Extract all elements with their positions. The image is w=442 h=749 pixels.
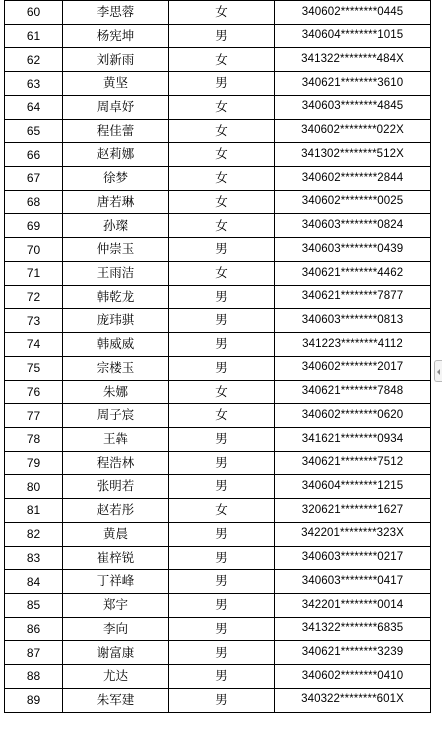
table-row xyxy=(5,1,431,25)
table-row xyxy=(5,25,431,49)
student-name: 尤达 xyxy=(63,665,169,688)
table-row xyxy=(5,475,431,499)
gender: 男 xyxy=(169,25,275,48)
student-name: 丁祥峰 xyxy=(63,570,169,593)
student-name: 周子宸 xyxy=(63,404,169,427)
student-name: 黄坚 xyxy=(63,72,169,95)
student-name: 孙璨 xyxy=(63,214,169,237)
student-name: 韩威威 xyxy=(63,333,169,356)
table-row xyxy=(5,72,431,96)
table-row xyxy=(5,333,431,357)
student-name: 赵若彤 xyxy=(63,499,169,522)
id-number: 340602********2017 xyxy=(275,357,431,380)
student-name: 朱军建 xyxy=(63,689,169,712)
student-name: 杨宪坤 xyxy=(63,25,169,48)
row-number: 80 xyxy=(5,475,63,498)
id-number: 340602********2844 xyxy=(275,167,431,190)
id-number: 341223********4112 xyxy=(275,333,431,356)
id-number: 340602********022X xyxy=(275,120,431,143)
table-row xyxy=(5,262,431,286)
table-row xyxy=(5,618,431,642)
gender: 男 xyxy=(169,72,275,95)
student-name: 李向 xyxy=(63,618,169,641)
gender: 男 xyxy=(169,309,275,332)
gender: 女 xyxy=(169,96,275,119)
id-number: 340603********4845 xyxy=(275,96,431,119)
id-number: 342201********323X xyxy=(275,523,431,546)
id-number: 341322********484X xyxy=(275,48,431,71)
id-number: 341322********6835 xyxy=(275,618,431,641)
gender: 男 xyxy=(169,689,275,712)
id-number: 340621********3610 xyxy=(275,72,431,95)
row-number: 71 xyxy=(5,262,63,285)
row-number: 88 xyxy=(5,665,63,688)
table-row xyxy=(5,48,431,72)
table-row xyxy=(5,381,431,405)
gender: 女 xyxy=(169,48,275,71)
id-number: 340621********7848 xyxy=(275,381,431,404)
gender: 男 xyxy=(169,286,275,309)
table-row xyxy=(5,428,431,452)
id-number: 340603********0824 xyxy=(275,214,431,237)
row-number: 67 xyxy=(5,167,63,190)
student-name: 庞玮骐 xyxy=(63,309,169,332)
table-row xyxy=(5,452,431,476)
id-number: 340621********7512 xyxy=(275,452,431,475)
gender: 女 xyxy=(169,120,275,143)
gender: 男 xyxy=(169,238,275,261)
gender: 男 xyxy=(169,570,275,593)
student-name: 仲崇玉 xyxy=(63,238,169,261)
row-number: 82 xyxy=(5,523,63,546)
gender: 男 xyxy=(169,665,275,688)
gender: 女 xyxy=(169,143,275,166)
student-name: 李思蓉 xyxy=(63,1,169,24)
table-row xyxy=(5,309,431,333)
table-row xyxy=(5,689,431,713)
gender: 女 xyxy=(169,1,275,24)
row-number: 83 xyxy=(5,547,63,570)
id-number: 340322********601X xyxy=(275,689,431,712)
student-name: 王犇 xyxy=(63,428,169,451)
student-name: 刘新雨 xyxy=(63,48,169,71)
table-row xyxy=(5,665,431,689)
row-number: 85 xyxy=(5,594,63,617)
row-number: 63 xyxy=(5,72,63,95)
table-row xyxy=(5,547,431,571)
gender: 女 xyxy=(169,404,275,427)
row-number: 87 xyxy=(5,641,63,664)
student-name: 赵莉娜 xyxy=(63,143,169,166)
row-number: 79 xyxy=(5,452,63,475)
row-number: 69 xyxy=(5,214,63,237)
student-name: 王雨洁 xyxy=(63,262,169,285)
row-number: 76 xyxy=(5,381,63,404)
row-number: 70 xyxy=(5,238,63,261)
gender: 男 xyxy=(169,594,275,617)
gender: 男 xyxy=(169,357,275,380)
row-number: 68 xyxy=(5,191,63,214)
table-row xyxy=(5,357,431,381)
gender: 男 xyxy=(169,641,275,664)
table-row xyxy=(5,143,431,167)
student-name: 崔梓锐 xyxy=(63,547,169,570)
id-number: 342201********0014 xyxy=(275,594,431,617)
row-number: 77 xyxy=(5,404,63,427)
student-name: 韩乾龙 xyxy=(63,286,169,309)
row-number: 66 xyxy=(5,143,63,166)
row-number: 60 xyxy=(5,1,63,24)
table-row xyxy=(5,286,431,310)
student-name: 谢富康 xyxy=(63,641,169,664)
table-row xyxy=(5,167,431,191)
gender: 男 xyxy=(169,475,275,498)
row-number: 75 xyxy=(5,357,63,380)
id-number: 340602********0445 xyxy=(275,1,431,24)
table-row xyxy=(5,238,431,262)
row-number: 64 xyxy=(5,96,63,119)
table-row xyxy=(5,404,431,428)
gender: 女 xyxy=(169,214,275,237)
gender: 男 xyxy=(169,523,275,546)
table-row xyxy=(5,214,431,238)
row-number: 86 xyxy=(5,618,63,641)
row-number: 61 xyxy=(5,25,63,48)
student-name: 周卓妤 xyxy=(63,96,169,119)
id-number: 340621********4462 xyxy=(275,262,431,285)
student-name: 黄晨 xyxy=(63,523,169,546)
student-name: 程浩林 xyxy=(63,452,169,475)
id-number: 340621********3239 xyxy=(275,641,431,664)
student-name: 唐若琳 xyxy=(63,191,169,214)
gender: 女 xyxy=(169,191,275,214)
id-number: 320621********1627 xyxy=(275,499,431,522)
gender: 女 xyxy=(169,381,275,404)
table-row xyxy=(5,570,431,594)
gender: 女 xyxy=(169,262,275,285)
id-number: 340602********0410 xyxy=(275,665,431,688)
id-number: 340604********1015 xyxy=(275,25,431,48)
id-number: 340603********0813 xyxy=(275,309,431,332)
student-name: 张明若 xyxy=(63,475,169,498)
student-name: 程佳蕾 xyxy=(63,120,169,143)
row-number: 65 xyxy=(5,120,63,143)
id-number: 340602********0620 xyxy=(275,404,431,427)
gender: 男 xyxy=(169,333,275,356)
row-number: 84 xyxy=(5,570,63,593)
student-name: 徐梦 xyxy=(63,167,169,190)
student-name: 宗楼玉 xyxy=(63,357,169,380)
row-number: 62 xyxy=(5,48,63,71)
gender: 男 xyxy=(169,547,275,570)
row-number: 74 xyxy=(5,333,63,356)
student-name: 朱娜 xyxy=(63,381,169,404)
table-row xyxy=(5,594,431,618)
row-number: 73 xyxy=(5,309,63,332)
student-name: 郑宇 xyxy=(63,594,169,617)
table-row xyxy=(5,120,431,144)
id-number: 341302********512X xyxy=(275,143,431,166)
id-number: 340603********0217 xyxy=(275,547,431,570)
side-scroll-handle[interactable] xyxy=(434,360,442,382)
gender: 女 xyxy=(169,499,275,522)
row-number: 81 xyxy=(5,499,63,522)
gender: 女 xyxy=(169,167,275,190)
roster-table xyxy=(4,0,431,713)
id-number: 340602********0025 xyxy=(275,191,431,214)
gender: 男 xyxy=(169,428,275,451)
row-number: 78 xyxy=(5,428,63,451)
table-row xyxy=(5,499,431,523)
gender: 男 xyxy=(169,618,275,641)
row-number: 89 xyxy=(5,689,63,712)
table-row xyxy=(5,191,431,215)
id-number: 341621********0934 xyxy=(275,428,431,451)
table-row xyxy=(5,96,431,120)
id-number: 340603********0439 xyxy=(275,238,431,261)
id-number: 340603********0417 xyxy=(275,570,431,593)
table-row xyxy=(5,641,431,665)
gender: 男 xyxy=(169,452,275,475)
id-number: 340621********7877 xyxy=(275,286,431,309)
id-number: 340604********1215 xyxy=(275,475,431,498)
table-row xyxy=(5,523,431,547)
row-number: 72 xyxy=(5,286,63,309)
